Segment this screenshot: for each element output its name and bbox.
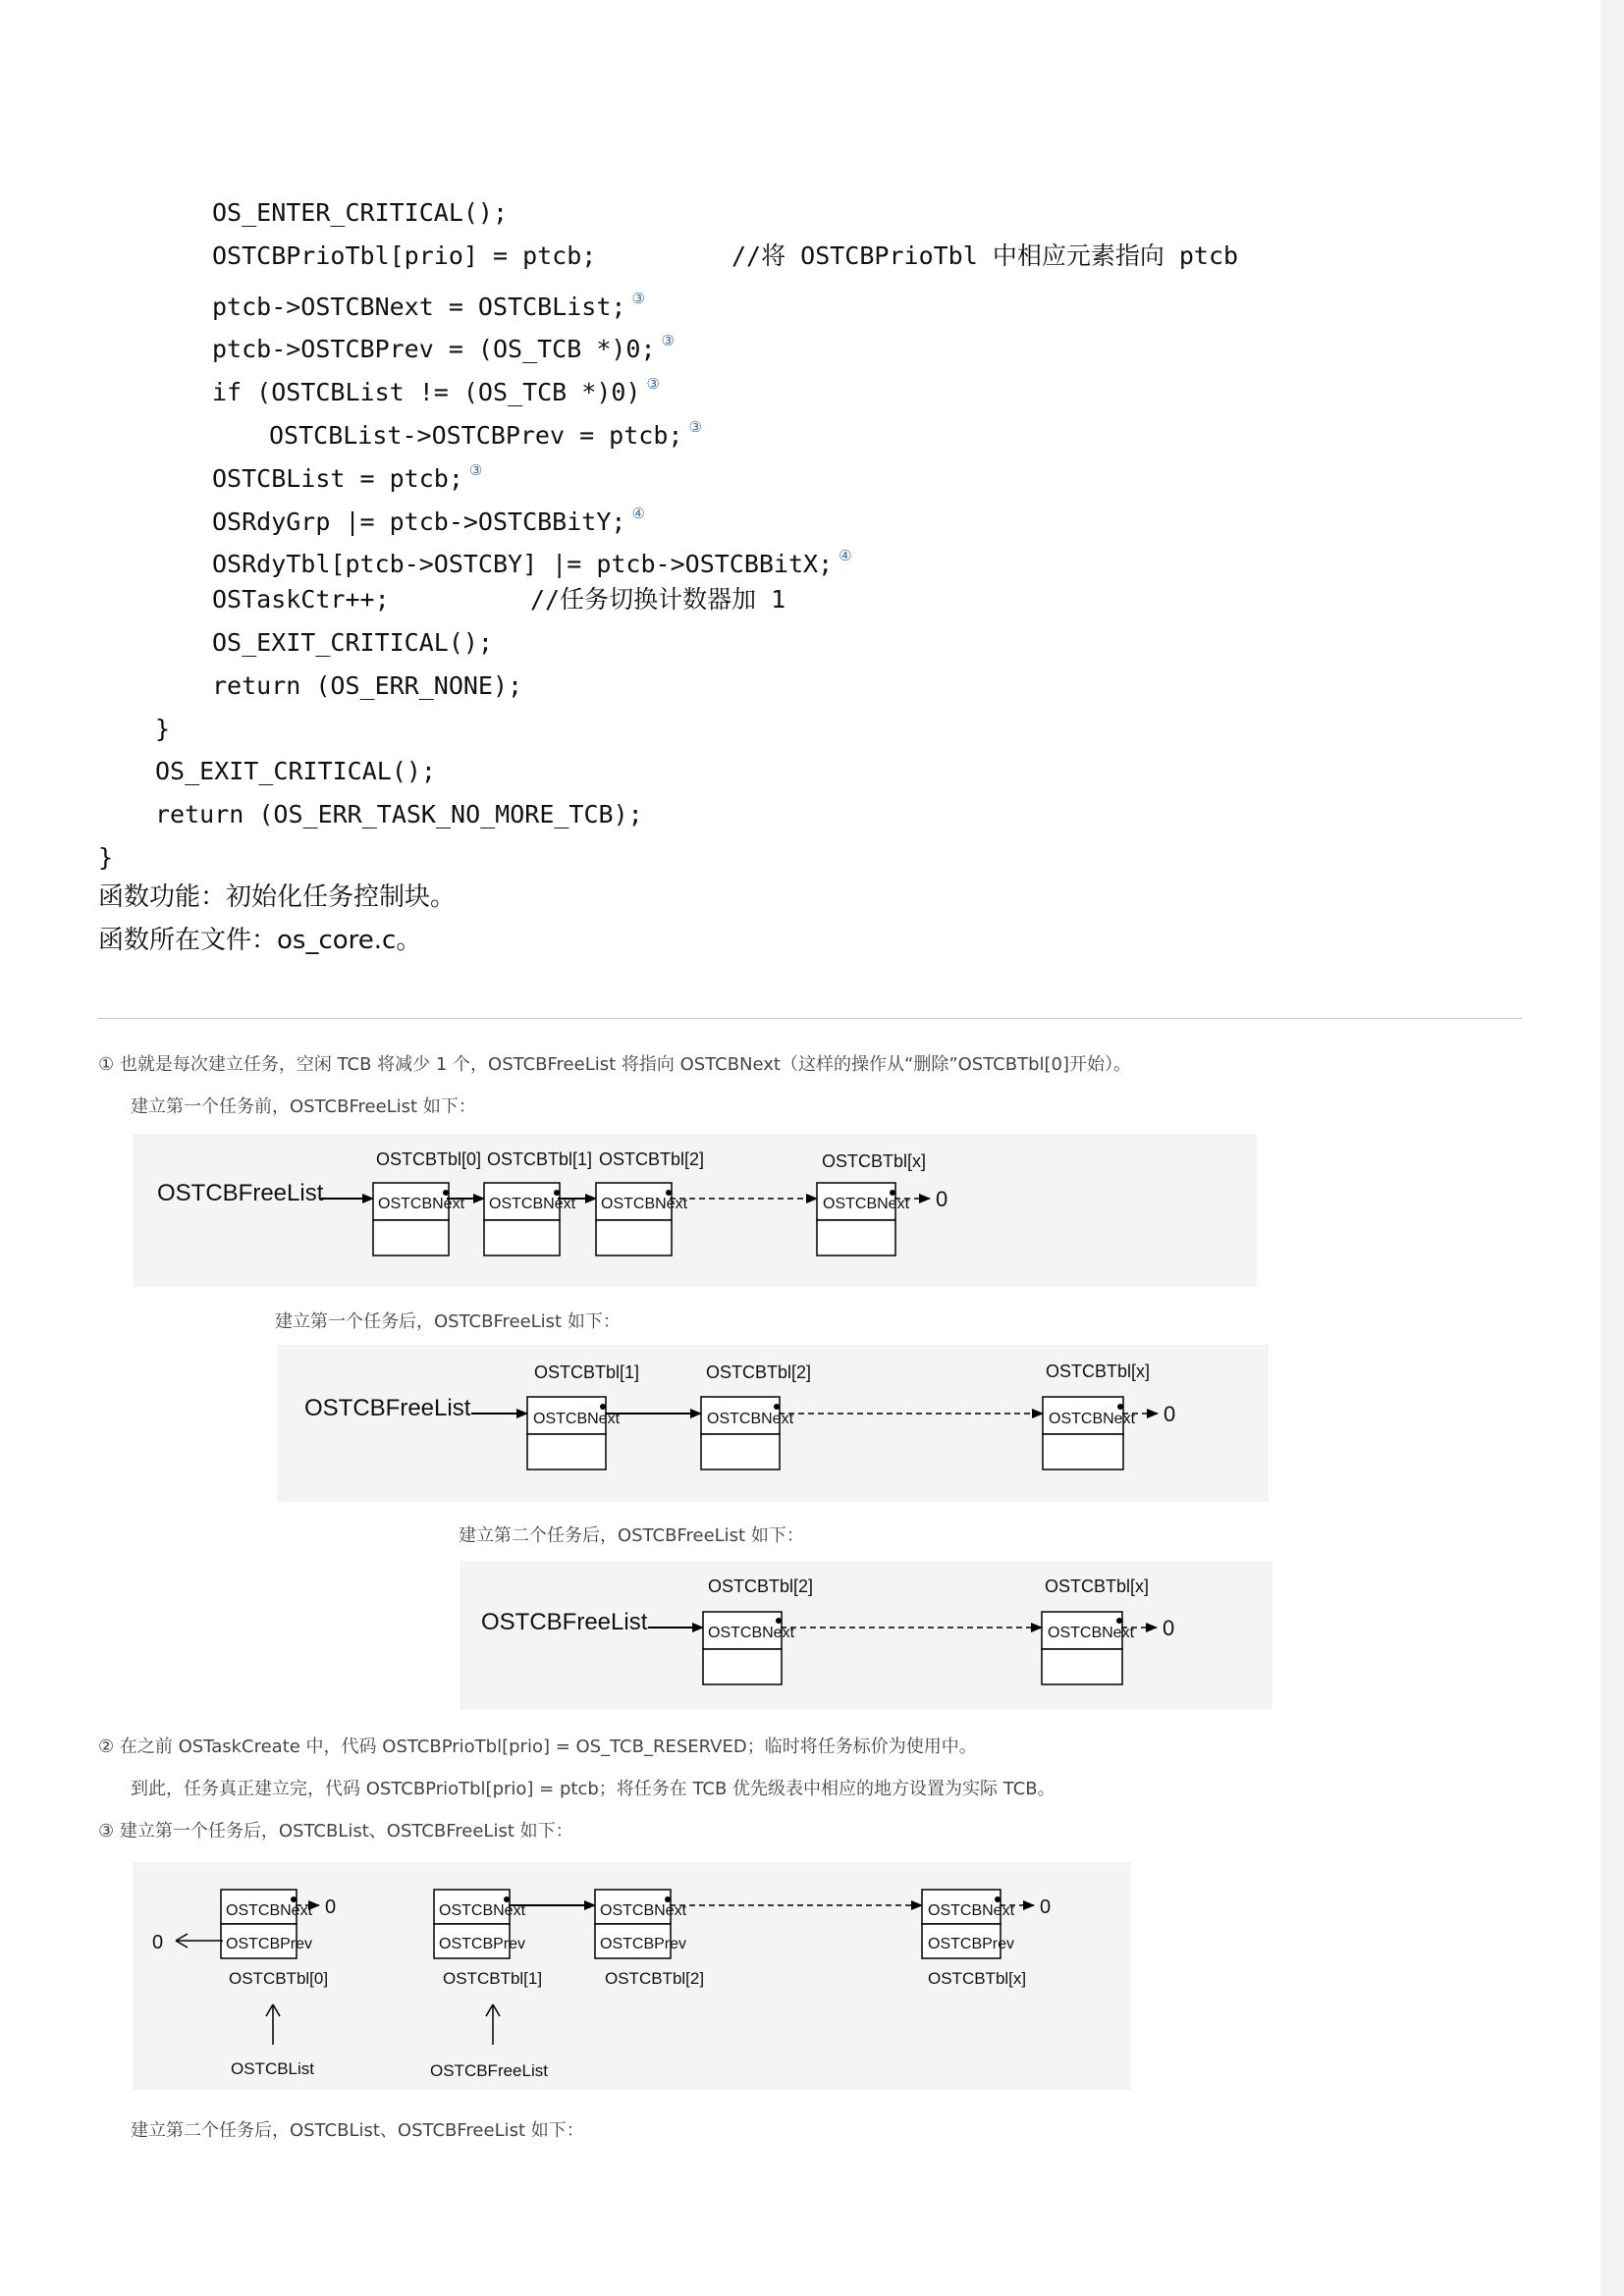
null-terminator: 0	[152, 1932, 164, 1953]
next-field-label: OSTCBNext	[378, 1196, 465, 1212]
footnote-marker: ④	[631, 504, 645, 522]
code-line	[98, 493, 852, 536]
next-field-label: OSTCBNext	[439, 1902, 526, 1919]
next-field-label: OSTCBNext	[707, 1411, 794, 1427]
freelist-diagram-after-first	[277, 1345, 1269, 1502]
freelist-head-label: OSTCBFreeList	[481, 1609, 648, 1635]
footnote-marker: ③	[646, 375, 660, 394]
tcb-label: OSTCBTbl[1]	[443, 1969, 543, 1988]
tcb-label: OSTCBTbl[x]	[1045, 1576, 1150, 1596]
prev-field-label: OSTCBPrev	[439, 1936, 526, 1952]
note-1-after-second-caption: 建立第二个任务后，OSTCBFreeList 如下：	[459, 1525, 804, 1546]
note-3-second-caption: 建立第二个任务后，OSTCBList、OSTCBFreeList 如下：	[131, 2120, 584, 2141]
next-field-label: OSTCBNext	[823, 1196, 910, 1212]
tcb-label: OSTCBTbl[0]	[229, 1969, 329, 1988]
tcb-label: OSTCBTbl[2]	[599, 1149, 705, 1169]
null-terminator: 0	[936, 1187, 948, 1211]
code-line	[98, 665, 852, 708]
prev-field-label: OSTCBPrev	[600, 1936, 687, 1952]
code-line	[98, 363, 852, 406]
note-2-continued: 到此，任务真正建立完，代码 OSTCBPrioTbl[prio] = ptcb；将任务在 TCB 优先级表中相应的地方设置为实际 TCB。	[131, 1779, 1056, 1799]
code-line	[98, 750, 852, 793]
code-text: OSTCBList->OSTCBPrev = ptcb;	[269, 420, 683, 450]
code-line	[98, 793, 852, 836]
freelist-diagram-before	[133, 1134, 1257, 1287]
code-line	[98, 621, 852, 665]
code-text: OSTaskCtr++;	[212, 585, 390, 614]
footnote-marker: ③	[631, 289, 645, 307]
code-text: }	[155, 714, 171, 743]
code-text: OSTCBList = ptcb;	[212, 463, 463, 493]
code-listing	[98, 191, 1239, 880]
code-text: OS_EXIT_CRITICAL();	[155, 757, 436, 786]
code-comment: //将 OSTCBPrioTbl 中相应元素指向 ptcb	[731, 240, 1239, 270]
code-text: return (OS_ERR_NONE);	[212, 670, 523, 700]
code-text: return (OS_ERR_TASK_NO_MORE_TCB);	[155, 800, 643, 829]
note-1-after-first-caption: 建立第一个任务后，OSTCBFreeList 如下：	[275, 1311, 621, 1332]
next-field-label: OSTCBNext	[928, 1902, 1015, 1919]
tcb-label: OSTCBTbl[x]	[928, 1969, 1027, 1988]
code-text: ptcb->OSTCBNext = OSTCBList;	[212, 292, 626, 321]
note-2-text: ② 在之前 OSTaskCreate 中，代码 OSTCBPrioTbl[prio] = OS_TCB_RESERVED；临时将任务标价为使用中。	[98, 1736, 977, 1757]
tcb-label: OSTCBTbl[2]	[605, 1969, 705, 1988]
code-text: if (OSTCBList != (OS_TCB *)0)	[212, 378, 641, 407]
code-text: OSTCBPrioTbl[prio] = ptcb;	[212, 240, 597, 270]
freelist-head-label: OSTCBFreeList	[157, 1180, 324, 1206]
separator-line	[98, 1018, 1522, 1019]
null-terminator: 0	[1164, 1402, 1176, 1426]
tcb-label: OSTCBTbl[x]	[822, 1151, 927, 1171]
note-1-before-caption: 建立第一个任务前，OSTCBFreeList 如下：	[131, 1096, 476, 1117]
tcb-label: OSTCBTbl[2]	[706, 1362, 812, 1382]
tcb-label: OSTCBTbl[1]	[534, 1362, 640, 1382]
code-line	[98, 578, 852, 621]
next-field-label: OSTCBNext	[1049, 1411, 1136, 1427]
footnote-marker: ④	[839, 547, 852, 565]
next-field-label: OSTCBNext	[601, 1196, 688, 1212]
code-text: OS_ENTER_CRITICAL();	[212, 198, 509, 227]
function-description: 函数功能：初始化任务控制块。	[98, 882, 457, 912]
next-field-label: OSTCBNext	[226, 1902, 313, 1919]
note-3-text: ③ 建立第一个任务后，OSTCBList、OSTCBFreeList 如下：	[98, 1821, 573, 1842]
code-line	[98, 320, 852, 363]
code-text: ptcb->OSTCBPrev = (OS_TCB *)0;	[212, 335, 656, 364]
code-comment: //任务切换计数器加 1	[530, 585, 786, 614]
code-line	[98, 235, 1239, 278]
next-field-label: OSTCBNext	[600, 1902, 687, 1919]
null-terminator: 0	[1163, 1616, 1175, 1640]
footnote-marker: ③	[688, 417, 702, 436]
footnote-marker: ③	[661, 332, 675, 350]
tcb-label: OSTCBTbl[0]	[376, 1149, 482, 1169]
code-line	[98, 450, 852, 493]
freelist-diagram-after-second	[460, 1561, 1272, 1710]
null-terminator: 0	[1040, 1896, 1052, 1918]
function-file: 函数所在文件：os_core.c。	[98, 926, 422, 955]
footnote-marker: ③	[468, 460, 483, 479]
code-text: OSRdyGrp |= ptcb->OSTCBBitY;	[212, 507, 626, 536]
prev-field-label: OSTCBPrev	[226, 1936, 313, 1952]
tcblist-diagram-after-first	[133, 1862, 1131, 2090]
code-line	[98, 278, 852, 321]
freelist-pointer-label: OSTCBFreeList	[430, 2061, 548, 2080]
tcb-label: OSTCBTbl[1]	[487, 1149, 593, 1169]
freelist-head-label: OSTCBFreeList	[304, 1395, 471, 1421]
next-field-label: OSTCBNext	[1048, 1625, 1135, 1641]
code-line	[98, 535, 852, 578]
tcb-label: OSTCBTbl[x]	[1046, 1362, 1151, 1381]
code-line	[98, 191, 852, 235]
next-field-label: OSTCBNext	[533, 1411, 621, 1427]
code-line	[98, 836, 852, 880]
prev-field-label: OSTCBPrev	[928, 1936, 1015, 1952]
code-line	[98, 708, 852, 751]
code-text: OS_EXIT_CRITICAL();	[212, 627, 493, 657]
code-text: OSRdyTbl[ptcb->OSTCBY] |= ptcb->OSTCBBitX;	[212, 550, 834, 579]
code-line	[98, 406, 852, 450]
tcblist-pointer-label: OSTCBList	[231, 2059, 315, 2078]
note-1-text: ① 也就是每次建立任务，空闲 TCB 将减少 1 个，OSTCBFreeList 将指向 OSTCBNext（这样的操作从“删除”OSTCBTbl[0]开始）。	[98, 1054, 1132, 1075]
next-field-label: OSTCBNext	[708, 1625, 795, 1641]
null-terminator: 0	[325, 1896, 337, 1918]
code-text: }	[98, 842, 114, 872]
tcb-label: OSTCBTbl[2]	[708, 1576, 814, 1596]
next-field-label: OSTCBNext	[489, 1196, 576, 1212]
